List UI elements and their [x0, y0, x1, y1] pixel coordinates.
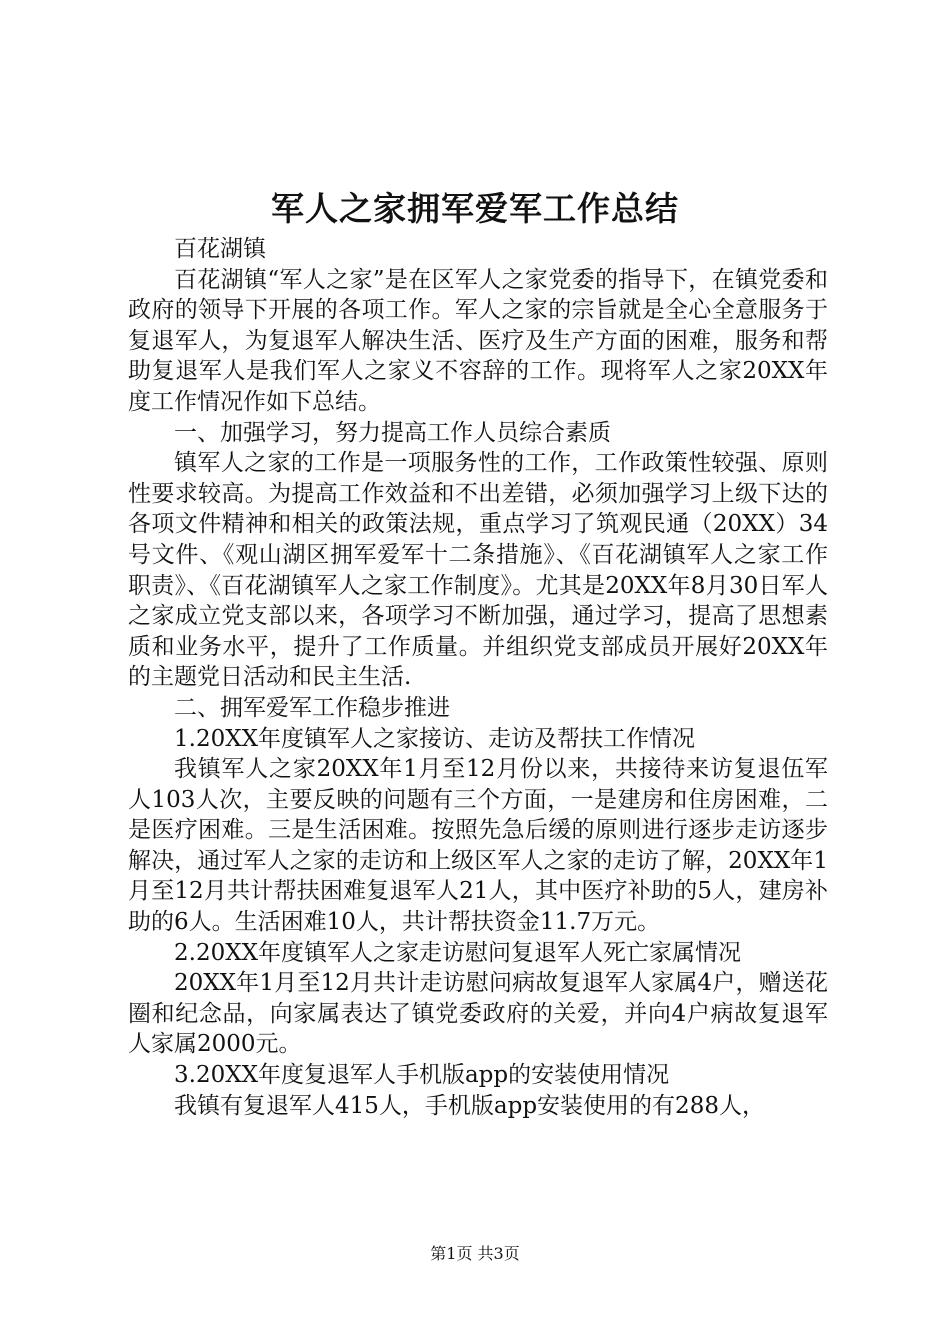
paragraph-visits: 我镇军人之家20XX年1月至12月份以来，共接待来访复退伍军人103人次，主要反映的问题有三个方面，一是建房和住房困难，二是医疗困难。三是生活困难。按照先急后缓的原则进行逐步走访逐步解决，通过军人之家的走访和上级区军人之家的走访了解，20XX年1月至12月共计帮扶困难复退军人21人，其中医疗补助的5人，建房补助的6人。生活困难10人，共计帮扶资金11.7万元。 — [128, 756, 828, 936]
author-line: 百花湖镇 — [174, 236, 266, 262]
paragraph-app: 我镇有复退军人415人，手机版app安装使用的有288人， — [174, 1092, 765, 1119]
paragraph-study: 镇军人之家的工作是一项服务性的工作，工作政策性较强、原则性要求较高。为提高工作效益和不出差错，必须加强学习上级下达的各项文件精神和相关的政策法规，重点学习了筑观民通（20XX）34号文件、《观山湖区拥军爱军十二条措施》、《百花湖镇军人之家工作职责》、《百花湖镇军人之家工作制度》。尤其是20XX年8月30日军人之家成立党支部以来，各项学习不断加强，通过学习，提高了思想素质和业务水平，提升了工作质量。并组织党支部成员开展好20XX年的主题党日活动和民主生活. — [128, 450, 828, 691]
section-heading-2: 二、拥军爱军工作稳步推进 — [174, 694, 450, 721]
document-title: 军人之家拥军爱军工作总结 — [271, 189, 679, 228]
subheading-3: 3.20XX年度复退军人手机版app的安装使用情况 — [174, 1062, 670, 1089]
subheading-2: 2.20XX年度镇军人之家走访慰问复退军人死亡家属情况 — [174, 939, 741, 966]
page-number: 第1页 共3页 — [430, 1244, 520, 1263]
subheading-1: 1.20XX年度镇军人之家接访、走访及帮扶工作情况 — [174, 725, 695, 752]
section-heading-1: 一、加强学习，努力提高工作人员综合素质 — [174, 419, 611, 446]
document-body — [128, 234, 828, 1121]
paragraph-intro: 百花湖镇“军人之家”是在区军人之家党委的指导下，在镇党委和政府的领导下开展的各项工作。军人之家的宗旨就是全心全意服务于复退军人，为复退军人解决生活、医疗及生产方面的困难，服务和帮助复退军人是我们军人之家义不容辞的工作。现将军人之家20XX年度工作情况作如下总结。 — [128, 266, 828, 415]
paragraph-condolence: 20XX年1月至12月共计走访慰问病故复退军人家属4户，赠送花圈和纪念品，向家属表达了镇党委政府的关爱，并向4户病故复退军人家属2000元。 — [128, 970, 828, 1058]
